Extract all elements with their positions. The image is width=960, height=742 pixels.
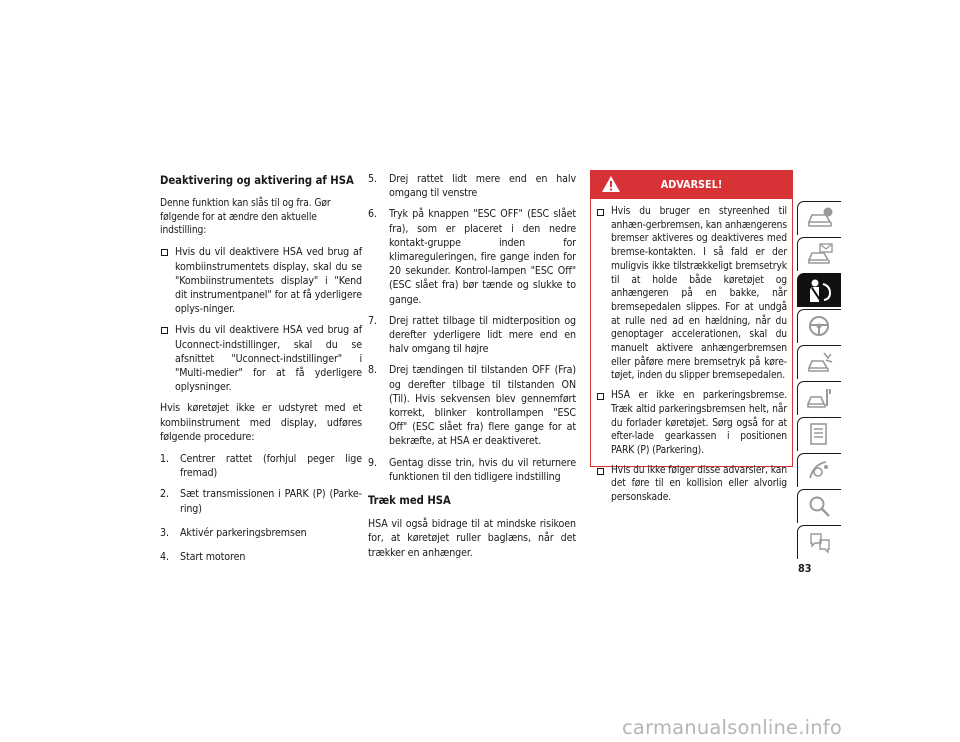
procedure-intro: Hvis køretøjet ikke er udstyret med et kombiinstrument med display, udføres følgende procedure: xyxy=(160,402,362,443)
step-item xyxy=(160,550,362,564)
step-number: 2. xyxy=(160,488,169,501)
step-text: Start motoren xyxy=(180,551,246,564)
step-item xyxy=(160,526,362,540)
bullet-square-icon xyxy=(161,327,168,334)
step-text: Drej rattet lidt mere end en halv omgang til venstre xyxy=(389,173,576,200)
step-text: Centrer rattet (forhjul peger lige fremad) xyxy=(180,453,362,480)
step-text: Gentag disse trin, hvis du vil returnere funktionen til den tidligere indstilling xyxy=(389,456,576,483)
bullet-item xyxy=(160,323,362,394)
chapter-tab-technical[interactable] xyxy=(797,417,841,451)
chapter-tab-emergency[interactable] xyxy=(797,345,841,379)
step-item xyxy=(368,456,576,484)
car-info-icon xyxy=(806,206,834,230)
chapter-tab-getting-to-know-vehicle[interactable] xyxy=(797,201,841,235)
step-number: 8. xyxy=(368,364,377,377)
warning-text: Hvis du bruger en styreenhed til anhæn-gerbremsen, kan anhængerens bremser aktiveres og deaktiveres med bremse-kontakten. I så fald er der muligvis ikke tilstrækkeligt bremsetryk til at holde både køretøjet og anhængeren på en bakke, når bremsepedalen slippes. For at undgå at rulle ned ad en hældning, når du genoptager accelerationen, skal du manuelt aktivere anhængerbremsen eller påføre mere bremsetryk på køre-tøjet, inden du slipper bremsepedalen. xyxy=(611,206,787,382)
step-number: 6. xyxy=(368,208,377,221)
step-text: Drej rattet tilbage til midterposition og derefter yderligere lidt mere end en halv omgang til højre xyxy=(389,314,576,356)
chapter-tab-language[interactable] xyxy=(797,525,841,559)
bullet-square-icon xyxy=(161,249,168,256)
step-number: 7. xyxy=(368,314,377,327)
towing-text: HSA vil også bidrage til at mindske risikoen for, at køretøjet ruller baglæns, når det trækker en anhænger. xyxy=(368,518,576,559)
warning-box xyxy=(590,170,793,504)
step-item xyxy=(160,487,362,515)
step-text: Aktivér parkeringsbremsen xyxy=(180,526,307,539)
step-number: 9. xyxy=(368,456,377,469)
step-item xyxy=(368,363,576,448)
warning-item xyxy=(596,205,787,383)
chapter-tab-safety[interactable] xyxy=(797,273,841,307)
car-wrench-icon xyxy=(806,386,834,410)
step-text: Sæt transmissionen i PARK (P) (Parke-ring) xyxy=(180,488,362,515)
step-text: Drej tændingen til tilstanden OFF (Fra) og derefter tilbage til tilstanden ON (Til). Hvis sekvensen blev gennemført korrekt, blinker kontrollampen "ESC Off" (ESC slået fra) flere gange for at bekræfte, at HSA er deaktiveret. xyxy=(389,364,576,448)
car-mail-icon xyxy=(806,242,834,266)
multimedia-icon xyxy=(806,458,834,482)
step-item xyxy=(160,452,362,480)
step-number: 4. xyxy=(160,551,169,564)
step-number: 5. xyxy=(368,173,377,185)
language-icon xyxy=(806,530,834,554)
bullet-square-icon xyxy=(597,468,604,475)
seatbelt-airbag-icon xyxy=(806,278,834,304)
left-column xyxy=(160,174,362,571)
chapter-tab-warning-lights[interactable] xyxy=(797,237,841,271)
step-number: 1. xyxy=(160,453,169,466)
warning-header xyxy=(591,171,792,199)
warning-triangle-icon xyxy=(601,175,621,193)
magnifier-icon xyxy=(806,494,834,518)
steering-wheel-icon xyxy=(806,314,834,338)
car-crash-icon xyxy=(806,350,834,374)
step-item xyxy=(368,172,576,200)
chapter-tab-index[interactable] xyxy=(797,489,841,523)
chapter-tab-servicing[interactable] xyxy=(797,381,841,415)
step-item xyxy=(368,314,576,357)
warning-body xyxy=(591,199,792,505)
warning-item xyxy=(596,389,787,458)
checklist-icon xyxy=(806,422,834,446)
section-heading-towing: Træk med HSA xyxy=(368,494,451,508)
bullet-square-icon xyxy=(597,393,604,400)
warning-text: Hvis du ikke følger disse advarsler, kan det føre til en kollision eller alvorlig personskade. xyxy=(611,464,787,504)
section-heading-hsa: Deaktivering og aktivering af HSA xyxy=(160,174,354,187)
chapter-tab-starting-driving[interactable] xyxy=(797,309,841,343)
step-text: Tryk på knappen "ESC OFF" (ESC slået fra), som er placeret i den nedre kontakt-gruppe inden for klimareguleringen, fire gange inden for 20 sekunder. Kontrol-lampen "ESC Off" (ESC slået fra) bør tænde og slukke to gange. xyxy=(389,208,576,306)
chapter-tab-multimedia[interactable] xyxy=(797,453,841,487)
page-number: 83 xyxy=(798,562,812,575)
warning-item xyxy=(596,464,787,505)
warning-text: HSA er ikke en parkeringsbremse. Træk altid parkeringsbremsen helt, når du forlader køretøjet. Sørg også for at efter-lade gearkassen i positionen PARK (P) (Parkering). xyxy=(611,390,787,456)
bullet-item xyxy=(160,245,362,316)
bullet-square-icon xyxy=(597,209,604,216)
step-number: 3. xyxy=(160,526,169,539)
step-item xyxy=(368,207,576,306)
warning-title: ADVARSEL! xyxy=(660,178,723,191)
bullet-text: Hvis du vil deaktivere HSA ved brug af Uconnect-indstillinger, skal du se afsnittet "Uconnect-indstillinger" i "Multi-medier" for at få yderligere oplysninger. xyxy=(175,324,362,394)
watermark: carmanualsonline.info xyxy=(622,716,842,739)
bullet-text: Hvis du vil deaktivere HSA ved brug af kombiinstrumentets display, skal du se "Kombiinstrumentets display" i "Kend dit instrumentpanel" for at få yderligere oplys-ninger. xyxy=(175,246,362,316)
middle-column xyxy=(368,172,576,568)
intro-text: Denne funktion kan slås til og fra. Gør følgende for at ændre den aktuelle indstilling: xyxy=(160,198,331,237)
